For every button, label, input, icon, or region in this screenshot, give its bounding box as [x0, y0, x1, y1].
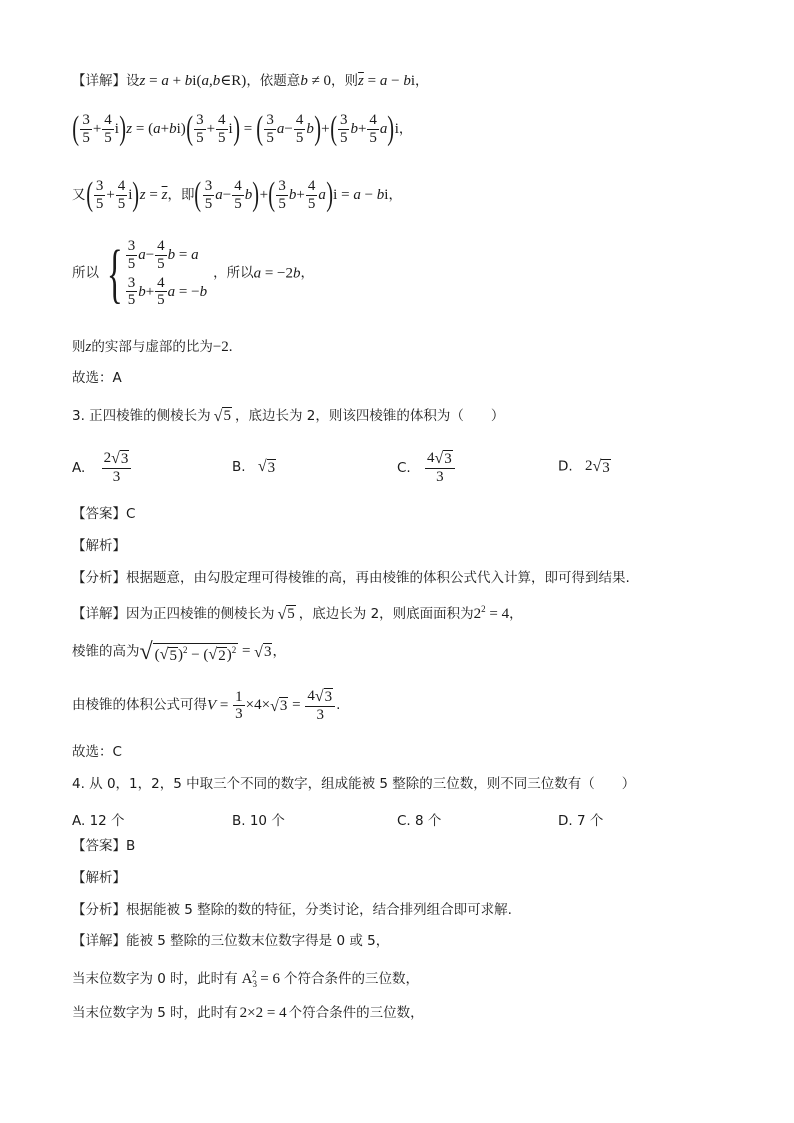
- solution-line-3: 又 ( $\frac{3}{5}$ + $\frac{4}{5}$ i ) $z = \overline{z}$，即 ( $\frac{3}{5}$ a − $\frac{4}{5}$ b ) + ( $\frac{3}{5}$ b + $\frac{4}{5}$ a ) i = a − bi，: [72, 176, 402, 214]
- solution-line-4: 所以 { $\frac{3}{5}$ a− $\frac{4}{5}$ b = a $\frac{3}{5}$ b+ $\frac{4}{5}$ a = −b ，所以a = −2b，: [72, 236, 314, 310]
- detail-tag: 【详解】: [72, 73, 126, 89]
- q4-analysis-tag: 【解析】: [72, 870, 126, 886]
- q3-height: 棱锥的高为 √ ( √ 5 )$^2$ − ( √ 2 )$^2$ = √ 3 ，: [72, 639, 286, 665]
- q3-volume: 由棱锥的体积公式可得V = $\frac{1}{3}$ ×4× √ 3 = 4 √ 3 3 .: [72, 688, 341, 723]
- q3-answer: 【答案】C: [72, 506, 136, 522]
- q4-option-a: A. 12 个: [72, 813, 125, 829]
- q4-analysis: 【分析】根据能被 5 整除的数的特征，分类讨论，结合排列组合即可求解.: [72, 902, 512, 918]
- solution-line-2: ( $\frac{3}{5}$ + $\frac{4}{5}$ i ) z = (a+bi) ( $\frac{3}{5}$ + $\frac{4}{5}$ i ) = ( $\frac{3}{5}$ a − $\frac{4}{5}$ b ) + ( $\frac{3}{5}$ b + $\frac{4}{5}$ a ) i，: [72, 110, 413, 148]
- q3-option-d: D. 2 √ 3: [558, 458, 610, 476]
- solution-line-5: 则z的实部与虚部的比为−2.: [72, 339, 233, 355]
- q4-answer: 【答案】B: [72, 838, 136, 854]
- q4-case-0: 当末位数字为 0 时，此时有 $A_3^2 = 6$ 个符合条件的三位数，: [72, 969, 419, 989]
- question-4-stem: 4. 从 0，1，2，5 中取三个不同的数字，组成能被 5 整除的三位数，则不同三位数有（ ）: [72, 776, 636, 792]
- choose-line-2: 故选：A: [72, 370, 122, 386]
- q3-analysis: 【分析】根据题意，由勾股定理可得棱锥的高，再由棱锥的体积公式代入计算，即可得到结果.: [72, 570, 630, 586]
- q4-case-5: 当末位数字为 5 时，此时有 2×2 = 4 个符合条件的三位数，: [72, 1005, 424, 1021]
- q4-option-b: B. 10 个: [232, 813, 285, 829]
- q3-detail: 【详解】因为正四棱锥的侧棱长为 √ 5 ，底边长为 2，则底面面积为$2^2 = 4$，: [72, 604, 523, 623]
- q3-option-c: C. 4 √ 3 3: [397, 450, 456, 486]
- solution-line-1: 【详解】设z = a + bi(a,b∈R)，依题意b ≠ 0，则$\overline{z} = a$ − bi，: [72, 73, 429, 89]
- q3-choose: 故选：C: [72, 744, 122, 760]
- q3-option-a: A. 2 √ 3 3: [72, 450, 132, 486]
- q3-analysis-tag: 【解析】: [72, 538, 126, 554]
- q4-option-c: C. 8 个: [397, 813, 442, 829]
- question-3-stem: 3. 正四棱锥的侧棱长为 √ 5 ，底边长为 2，则该四棱锥的体积为（ ）: [72, 407, 505, 425]
- math-z-def: z = a + bi(a,b∈R): [139, 73, 247, 89]
- q4-detail: 【详解】能被 5 整除的三位数末位数字得是 0 或 5，: [72, 933, 390, 949]
- q3-option-b: B. √ 3: [232, 458, 276, 476]
- q4-option-d: D. 7 个: [558, 813, 604, 829]
